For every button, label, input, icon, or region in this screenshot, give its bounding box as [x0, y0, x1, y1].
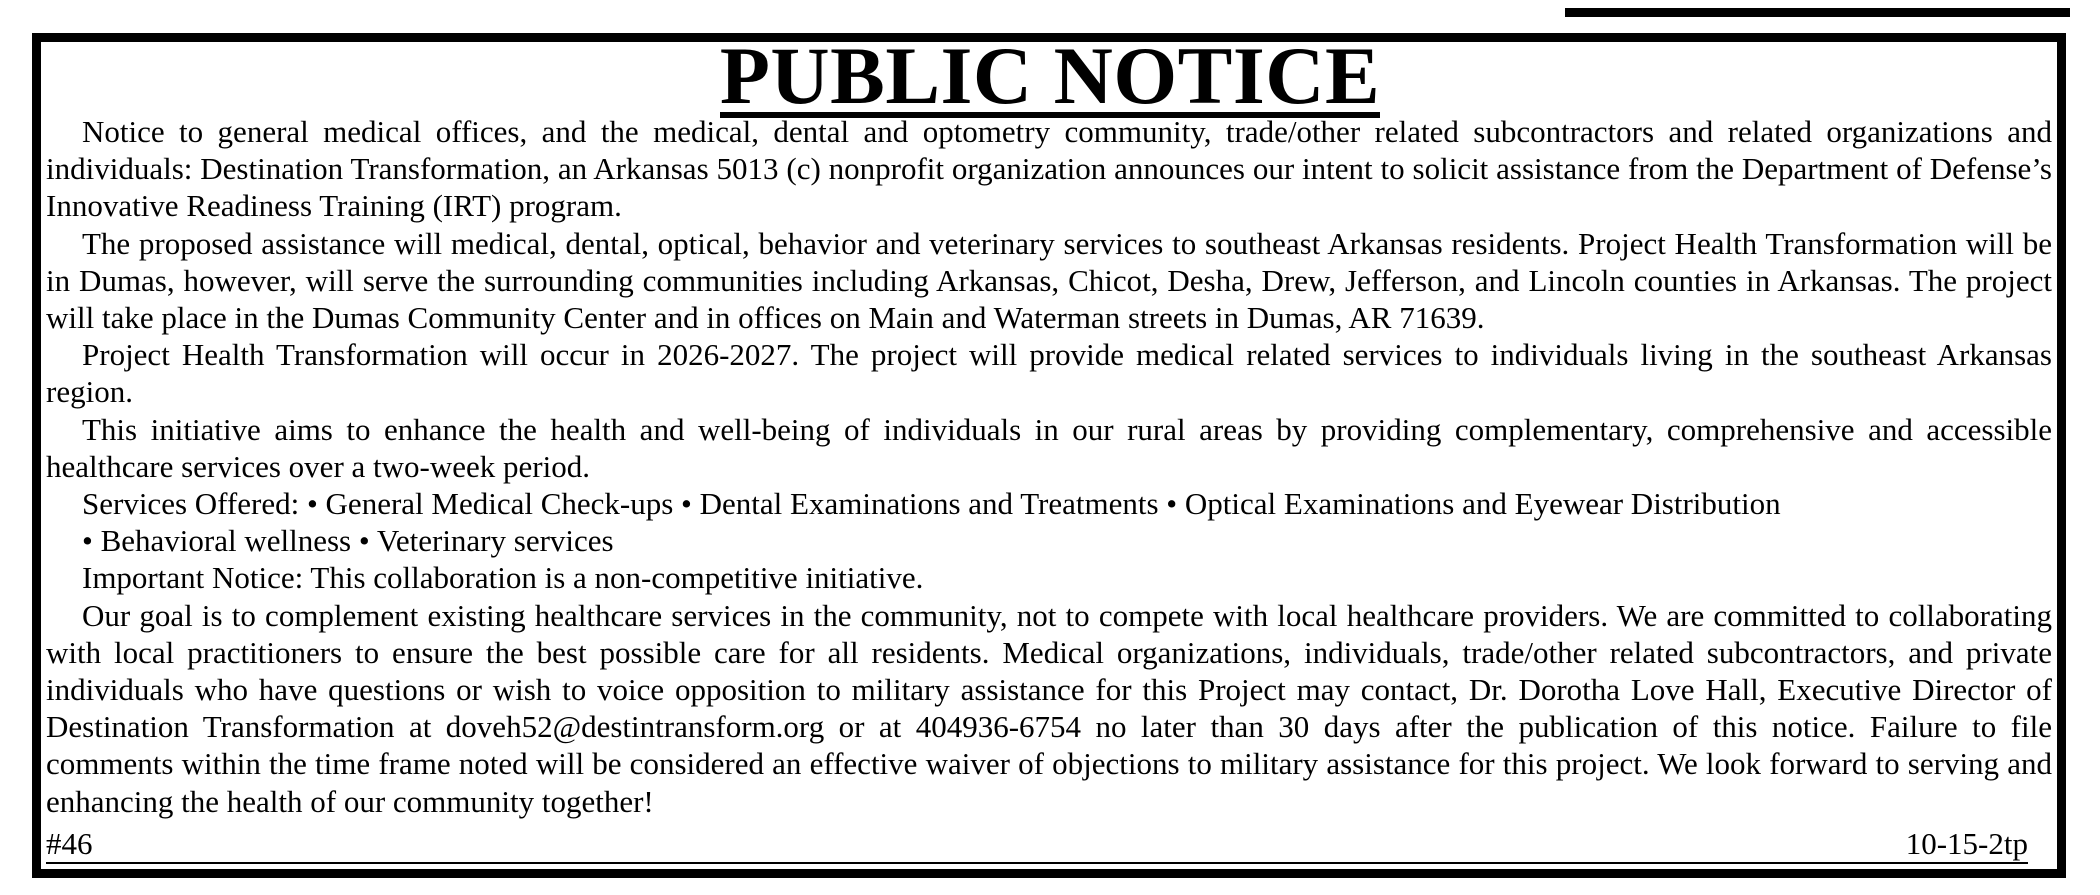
paragraph-services-continued: • Behavioral wellness • Veterinary services: [82, 523, 614, 559]
notice-body: [46, 113, 2052, 820]
paragraph-goal-contact: Our goal is to complement existing healthcare services in the community, not to compete with local healthcare providers. We are committed to collaborating with local practitioners to ensure the best possible care for all residents. Medical organizations, individuals, trade/other related subcontractors, and private individuals who have questions or wish to voice opposition to military assistance for this Project may contact, Dr. Dorotha Love Hall, Executive Director of Destination Transformation at doveh52@destintransform.org or at 404936-6754 no later than 30 days after the publication of this notice. Failure to file comments within the time frame noted will be considered an effective waiver of objections to military assistance for this project. We look forward to serving and enhancing the health of our community together!: [46, 597, 2052, 819]
paragraph-initiative: This initiative aims to enhance the health and well-being of individuals in our rural areas by providing complementary, comprehensive and accessible healthcare services over a two-week period.: [46, 411, 2052, 484]
paragraph-schedule: Project Health Transformation will occur in 2026-2027. The project will provide medical related services to individuals living in the southeast Arkansas region.: [46, 337, 2052, 410]
notice-number: #46: [46, 826, 93, 861]
notice-title-text: PUBLIC NOTICE: [719, 30, 1381, 121]
notice-footer: [46, 826, 2028, 864]
paragraph-intro: Notice to general medical offices, and the medical, dental and optometry community, trade/other related subcontractors and related organizations and individuals: Destination Transformation, an Arkansas 5013 (c) nonprofit organization announces our intent to solicit assistance from the Department of Defense’s Innovative Readiness Training (IRT) program.: [46, 114, 2052, 224]
top-decorative-rule: [1565, 8, 2070, 17]
notice-title: [0, 30, 2100, 121]
paragraph-assistance: The proposed assistance will medical, dental, optical, behavior and veterinary services to southeast Arkansas residents. Project Health Transformation will be in Dumas, however, will serve the surrounding communities including Arkansas, Chicot, Desha, Drew, Jefferson, and Lincoln counties in Arkansas. The project will take place in the Dumas Community Center and in offices on Main and Waterman streets in Dumas, AR 71639.: [46, 225, 2052, 336]
paragraph-services-offered: Services Offered: • General Medical Check-ups • Dental Examinations and Treatments • Optical Examinations and Eyewear Distribution: [82, 486, 1781, 522]
publication-code: 10-15-2tp: [1905, 826, 2028, 861]
paragraph-important-notice: Important Notice: This collaboration is a non-competitive initiative.: [82, 560, 924, 596]
